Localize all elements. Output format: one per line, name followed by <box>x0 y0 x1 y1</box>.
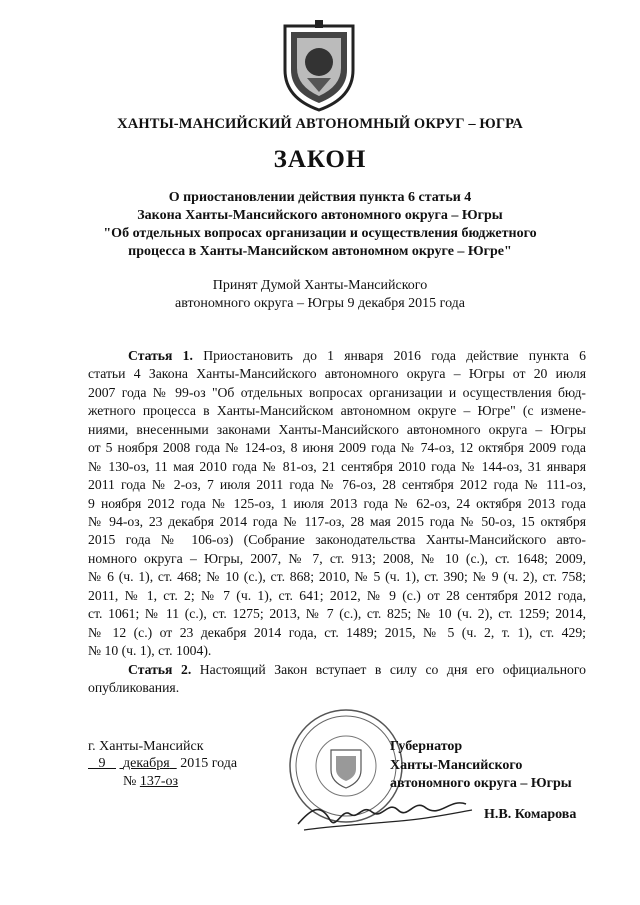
number-value: 137-оз <box>139 774 179 789</box>
article-1-line: статьи 4 Закона Ханты-Мансийского автономного округа – Югры от 20 июля <box>88 366 586 382</box>
region-heading: ХАНТЫ-МАНСИЙСКИЙ АВТОНОМНЫЙ ОКРУГ – ЮГРА <box>117 116 523 132</box>
article-1-label: Статья 1. <box>128 348 193 363</box>
handwritten-signature <box>290 780 480 840</box>
article-2-label: Статья 2. <box>128 662 192 677</box>
signing-place: г. Ханты-Мансийск <box>88 739 204 754</box>
article-1-first-line <box>88 347 586 365</box>
governor-name: Н.В. Комарова <box>484 807 577 822</box>
article-1-line: № 12 (с.) от 23 декабря 2014 года, ст. 1489; 2015, № 5 (ч. 2, т. 1), ст. 429; <box>88 624 586 640</box>
adoption-note <box>100 277 540 313</box>
date-year: 2015 года <box>180 756 238 771</box>
article-1-line: 2007 года № 99-оз "Об отдельных вопросах организации и осуществления бюд- <box>88 384 586 400</box>
article-1-line: от 5 ноября 2008 года № 124-оз, 8 июня 2009 года № 74-оз, 12 октября 2009 года <box>88 440 586 456</box>
law-title-line: Закона Ханты-Мансийского автономного округа – Югры <box>137 208 503 223</box>
article-1-line: № 10 (ч. 1), ст. 1004). <box>88 643 212 658</box>
governor-title-line: Ханты-Мансийского <box>390 757 523 773</box>
adoption-line: Принят Думой Ханты-Мансийского <box>212 278 428 293</box>
article-2-first-line <box>88 661 586 679</box>
article-1-line: ниями, внесенными законами Ханты-Мансийского автономного округа – Югры <box>88 421 586 437</box>
governor-title-line: автономного округа – Югры <box>390 776 572 791</box>
law-title-line: О приостановлении действия пункта 6 статьи 4 <box>168 190 472 205</box>
article-1-line: номного округа – Югры, 2007, № 7, ст. 913; 2008, № 10 (с.), ст. 1648; 2009, <box>88 550 586 566</box>
adoption-line: автономного округа – Югры 9 декабря 2015 года <box>174 296 466 311</box>
article-2-line: опубликования. <box>88 680 180 696</box>
article-2-first-text: Настоящий Закон вступает в силу со дня его официального <box>199 662 586 677</box>
law-title-line: процесса в Ханты-Мансийском автономном округе – Югре" <box>128 244 512 259</box>
law-title <box>80 189 560 261</box>
article-1 <box>88 347 586 660</box>
date-month: декабря <box>123 756 170 771</box>
article-1-line: жетного процесса в Ханты-Мансийском автономном округе – Югре" (с измене- <box>88 403 586 419</box>
number-prefix: № <box>123 774 137 789</box>
article-2 <box>88 661 586 698</box>
coat-of-arms-emblem <box>277 18 361 114</box>
date-day: 9 <box>98 756 106 771</box>
document-type-heading: ЗАКОН <box>273 146 367 173</box>
governor-title-line: Губернатор <box>390 739 463 754</box>
article-1-line: № 6 (ч. 1), ст. 468; № 10 (с.), ст. 868; 2010, № 5 (ч. 1), ст. 390; № 9 (ч. 2), ст. 758; <box>88 569 586 585</box>
article-1-line: № 130-оз, 11 мая 2010 года № 81-оз, 21 сентября 2010 года № 144-оз, 31 января <box>88 458 586 474</box>
article-1-line: 2011, № 1, ст. 2; № 7 (ч. 1), ст. 641; 2012, № 9 (с.) от 28 сентября 2012 года, <box>88 587 586 603</box>
signing-date <box>88 756 237 772</box>
article-1-line: 9 ноября 2012 года № 125-оз, 1 июля 2013 года № 62-оз, 24 октября 2013 года <box>88 495 586 511</box>
article-1-line: 2015 года № 106-оз) (Собрание законодательства Ханты-Мансийского авто- <box>88 532 586 548</box>
law-number <box>123 774 178 790</box>
article-1-line: № 94-оз, 23 декабря 2014 года № 117-оз, 28 мая 2015 года № 50-оз, 15 октября <box>88 513 586 529</box>
article-1-first-text: Приостановить до 1 января 2016 года действие пункта 6 <box>203 348 586 363</box>
article-1-line: ст. 1061; № 11 (с.), ст. 1275; 2013, № 7 (с.), ст. 825; № 10 (ч. 2), ст. 1259; 2014, <box>88 606 586 622</box>
law-title-line: "Об отдельных вопросах организации и осуществления бюджетного <box>103 226 537 241</box>
article-1-line: 2011 года № 2-оз, 7 июля 2011 года № 76-оз, 28 сентября 2012 года № 111-оз, <box>88 477 586 493</box>
